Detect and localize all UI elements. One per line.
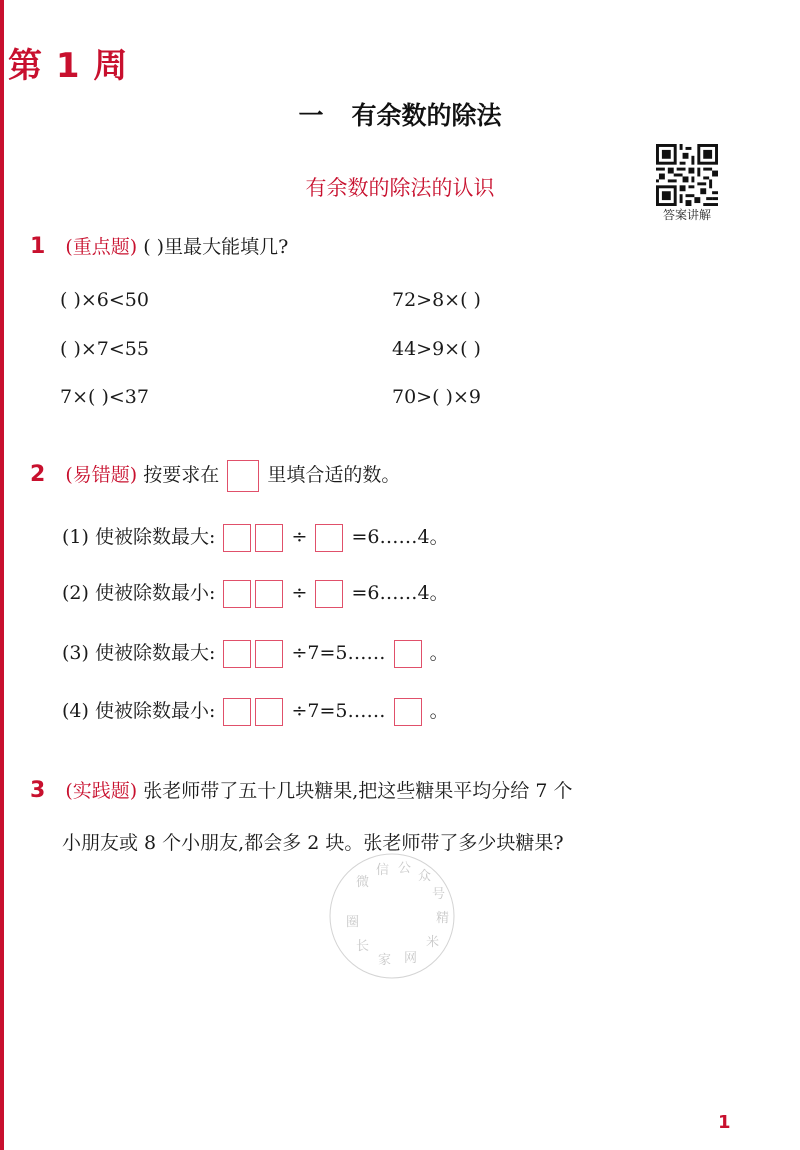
svg-text:信: 信 — [376, 863, 390, 878]
q2-item-2 — [62, 578, 449, 608]
svg-text:圈: 圈 — [346, 915, 360, 930]
svg-text:号: 号 — [432, 887, 446, 902]
q2-item-2-operator: ÷ — [291, 582, 308, 604]
q1-item-5[interactable]: 7×( )<37 — [60, 386, 149, 408]
watermark-stamp-icon — [318, 842, 466, 990]
q1-item-1[interactable]: ( )×6<50 — [60, 289, 149, 311]
chapter-heading — [0, 96, 800, 132]
svg-text:长: 长 — [356, 939, 370, 954]
svg-text:众: 众 — [418, 869, 432, 884]
question-3-tag: (实践题) — [65, 780, 138, 802]
week-label: 第 1 周 — [8, 46, 129, 86]
q2-item-1-label: (1) 使被除数最大: — [62, 526, 216, 548]
page-number: 1 — [718, 1112, 731, 1133]
q2-item-4 — [62, 696, 449, 726]
svg-text:家: 家 — [378, 953, 392, 968]
q2-item-4-end: 。 — [429, 700, 449, 722]
q2-item-3 — [62, 638, 449, 668]
question-2-tag: (易错题) — [65, 464, 138, 486]
q2-item-2-box-3[interactable] — [315, 580, 343, 608]
chapter-title: 有余数的除法 — [351, 101, 502, 130]
q2-item-3-box-1[interactable] — [223, 640, 251, 668]
qr-code-label: 答案讲解 — [662, 208, 711, 222]
q2-item-4-box-2[interactable] — [255, 698, 283, 726]
question-3-line-2: 小朋友或 8 个小朋友,都会多 2 块。张老师带了多少块糖果? — [62, 832, 564, 854]
question-2-prompt-before: 按要求在 — [143, 464, 220, 486]
svg-text:米: 米 — [426, 935, 440, 950]
q2-item-1-box-1[interactable] — [223, 524, 251, 552]
q2-item-2-box-2[interactable] — [255, 580, 283, 608]
question-3-number: 3 — [30, 778, 46, 803]
q2-item-1-box-2[interactable] — [255, 524, 283, 552]
question-2-number: 2 — [30, 462, 46, 487]
q2-item-2-box-1[interactable] — [223, 580, 251, 608]
section-title: 有余数的除法的认识 — [305, 176, 495, 200]
q2-item-2-result: =6……4。 — [351, 582, 449, 604]
q2-item-2-label: (2) 使被除数最小: — [62, 582, 216, 604]
q2-item-1-box-3[interactable] — [315, 524, 343, 552]
question-2-prompt-after: 里填合适的数。 — [267, 464, 401, 486]
chapter-number: 一 — [298, 101, 324, 130]
qr-code-icon[interactable] — [656, 144, 718, 206]
svg-text:公: 公 — [398, 861, 412, 876]
q2-item-3-end: 。 — [429, 642, 449, 664]
question-3-heading — [30, 776, 572, 803]
question-3-line-1: 张老师带了五十几块糖果,把这些糖果平均分给 7 个 — [143, 780, 573, 802]
q2-item-1 — [62, 522, 449, 552]
q2-item-3-label: (3) 使被除数最大: — [62, 642, 216, 664]
svg-text:网: 网 — [404, 951, 418, 966]
q2-item-4-box-3[interactable] — [394, 698, 422, 726]
question-2-heading — [30, 460, 400, 492]
q1-item-6[interactable]: 70>( )×9 — [392, 386, 481, 408]
q2-item-1-operator: ÷ — [291, 526, 308, 548]
q2-item-3-box-2[interactable] — [255, 640, 283, 668]
q1-item-3[interactable]: ( )×7<55 — [60, 338, 149, 360]
q2-item-4-box-1[interactable] — [223, 698, 251, 726]
q1-item-2[interactable]: 72>8×( ) — [392, 289, 481, 311]
svg-text:微: 微 — [356, 875, 370, 890]
q2-item-3-expression: ÷7=5…… — [291, 642, 386, 664]
question-1-number: 1 — [30, 234, 46, 259]
example-answer-box — [227, 460, 259, 492]
q2-item-4-label: (4) 使被除数最小: — [62, 700, 216, 722]
q2-item-1-result: =6……4。 — [351, 526, 449, 548]
q1-item-4[interactable]: 44>9×( ) — [392, 338, 481, 360]
q2-item-3-box-3[interactable] — [394, 640, 422, 668]
q2-item-4-expression: ÷7=5…… — [291, 700, 386, 722]
question-1-prompt: ( )里最大能填几? — [143, 236, 289, 258]
question-1-heading — [30, 232, 288, 259]
svg-text:精: 精 — [436, 911, 450, 926]
question-1-tag: (重点题) — [65, 236, 138, 258]
